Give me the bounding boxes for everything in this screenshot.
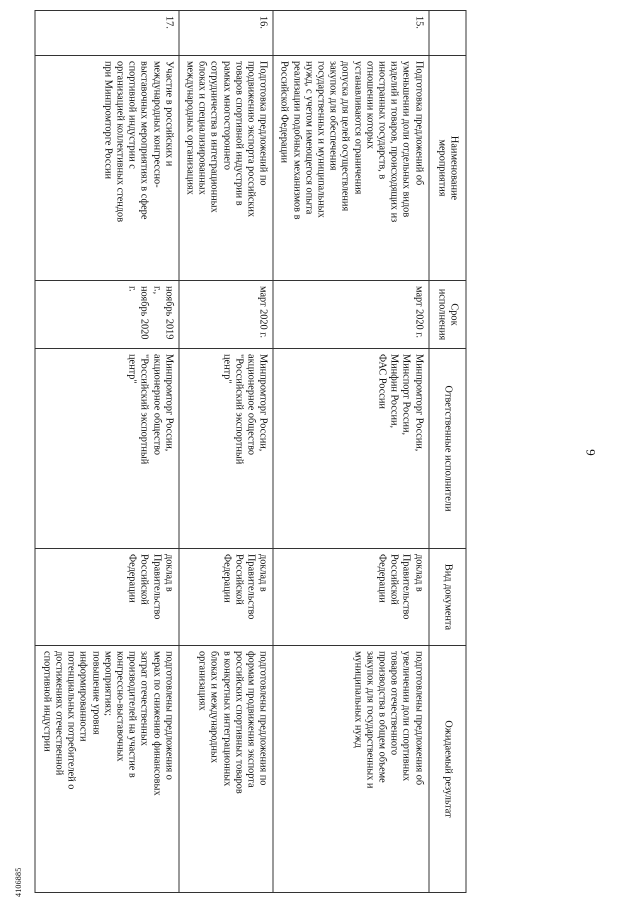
table-row	[36, 11, 179, 893]
row-executors: Минпромторг России, акционерное общество "Российский экспортный центр"	[36, 349, 179, 549]
row-result: подготовлены предложения о мерах по снижению финансовых затрат отечественных производителей на участие в конгрессно-выставочных мероприятиях; повышение уровня информированности потенциальных потребителей о достижениях отечественной спортивной индустрии	[36, 646, 179, 893]
row-deadline: март 2020 г.	[273, 281, 428, 349]
document-code: 4106885	[14, 867, 23, 897]
row-doc-type: доклад в Правительство Российской Федерации	[36, 549, 179, 646]
header-deadline: Срок исполнения	[429, 281, 466, 349]
events-table	[35, 10, 467, 893]
row-number: 17.	[36, 11, 179, 56]
row-executors: Минпромторг России, акционерное общество "Российский экспортный центр"	[179, 349, 273, 549]
row-number: 15.	[273, 11, 428, 56]
page-number: 6	[583, 449, 598, 456]
row-doc-type: доклад в Правительство Российской Федерации	[179, 549, 273, 646]
row-executors: Минпромторг России, Минспорт России, Минфин России, ФАС России	[273, 349, 428, 549]
row-number: 16.	[179, 11, 273, 56]
row-deadline: ноябрь 2019 г., ноябрь 2020 г.	[36, 281, 179, 349]
row-name: Подготовка предложений по продвижению экспорта российских товаров спортивной индустрии в рамках многостороннего сотрудничества в интеграционных блоках и специализированных международных организациях	[179, 56, 273, 281]
row-deadline: март 2020 г.	[179, 281, 273, 349]
table-row	[179, 11, 273, 893]
table-row	[273, 11, 428, 893]
header-doc-type: Вид документа	[429, 549, 466, 646]
header-name: Наименование мероприятия	[429, 56, 466, 281]
header-executors: Ответственные исполнители	[429, 349, 466, 549]
row-name: Подготовка предложений об уменьшении доли отдельных видов изделий и товаров, происходящих из иностранных государств, в отношении которых устанавливаются ограничения допуска для целей осуществления закупок для обеспечения государственных и муниципальных нужд, с учетом имеющегося опыта реализации подобных механизмов в Российской Федерации	[273, 56, 428, 281]
row-result: подготовлены предложения по формам продвижения экспорта российских спортивных товаров в конкретных интеграционных блоках и международных организациях	[179, 646, 273, 893]
row-result: подготовлены предложения об увеличении доли спортивных товаров отечественного производства в общем объеме закупок для государственных и муниципальных нужд	[273, 646, 428, 893]
row-doc-type: доклад в Правительство Российской Федерации	[273, 549, 428, 646]
row-name: Участие в российских и международных конгрессно- выставочных мероприятиях в сфере спортивной индустрии с организацией коллективных стендов при Минпромторге России	[36, 56, 179, 281]
header-num	[429, 11, 466, 56]
table-header-row	[429, 11, 466, 893]
header-result: Ожидаемый результат	[429, 646, 466, 893]
